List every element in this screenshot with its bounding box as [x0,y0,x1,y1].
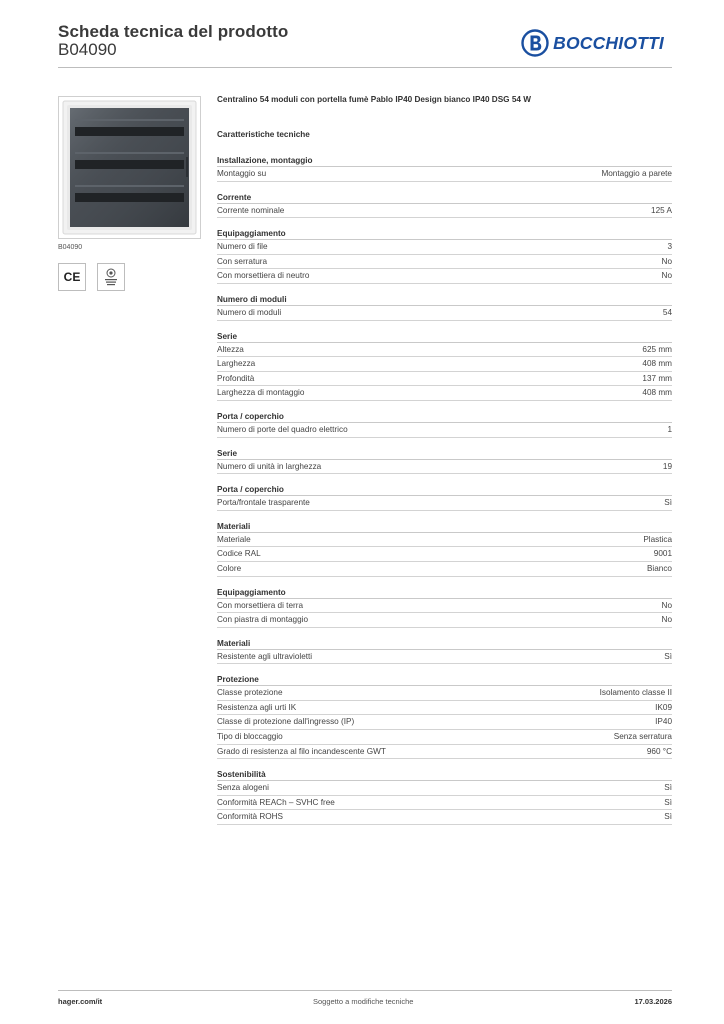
spec-label: Con piastra di montaggio [217,615,309,625]
spec-label: Grado di resistenza al filo incandescente GWT [217,746,386,756]
ce-mark-icon: CE [58,263,86,291]
footer-note: Soggetto a modifiche tecniche [313,997,414,1006]
image-caption: B04090 [58,244,83,251]
equipment-certification-icon [97,263,125,291]
spec-value: 54 [662,307,672,317]
header-divider [58,67,672,68]
section-title: Sostenibilità [217,769,672,781]
section-title: Materiali [217,521,672,533]
footer-website: hager.com/it [58,997,103,1006]
spec-row [217,650,672,665]
section-spacer [217,438,672,448]
spec-label: Conformità REACh – SVHC free [217,797,335,807]
product-image [58,96,201,239]
spec-value: 19 [662,461,672,471]
spec-label: Resistenza agli urti IK [217,702,297,712]
spec-label: Con morsettiera di terra [217,600,304,610]
spec-row [217,204,672,219]
spec-row [217,460,672,475]
document-title: Scheda tecnica del prodotto [58,22,289,41]
spec-row [217,533,672,548]
spec-section [217,192,672,219]
spec-value: 960 °C [646,746,672,756]
spec-value: 408 mm [642,388,672,398]
spec-value: Montaggio a parete [601,169,672,178]
section-spacer [217,401,672,411]
spec-label: Profondità [217,373,255,383]
section-title: Porta / coperchio [217,411,672,423]
spec-section [217,228,672,284]
spec-row [217,810,672,825]
spec-row [217,686,672,701]
spec-value: Plastica [643,534,672,544]
section-title: Serie [217,331,672,343]
spec-row [217,423,672,438]
section-spacer [217,284,672,294]
section-spacer [217,759,672,769]
spec-label: Altezza [217,344,244,354]
section-title: Porta / coperchio [217,484,672,496]
spec-row [217,613,672,628]
section-title: Corrente [217,192,672,204]
spec-value: No [661,256,672,266]
spec-row [217,599,672,614]
spec-row [217,496,672,511]
spec-row [217,547,672,562]
spec-row [217,372,672,387]
spec-label: Larghezza di montaggio [217,388,305,398]
section-spacer [217,664,672,674]
spec-value: No [661,615,672,625]
spec-label: Classe protezione [217,688,283,698]
spec-label: Materiale [217,534,251,544]
section-title: Equipaggiamento [217,587,672,599]
spec-label: Resistente agli ultravioletti [217,651,313,661]
spec-value: 137 mm [642,373,672,383]
section-spacer [217,321,672,331]
section-spacer [217,628,672,638]
spec-section [217,484,672,511]
spec-value: Sì [664,812,672,822]
spec-value: IK09 [655,702,672,712]
spec-label: Con serratura [217,256,268,266]
spec-value: Sì [664,783,672,793]
spec-value: IP40 [655,717,672,727]
spec-section [217,155,672,182]
section-title: Numero di moduli [217,294,672,306]
spec-row [217,306,672,321]
spec-label: Numero di moduli [217,307,282,317]
spec-value: 408 mm [642,359,672,369]
spec-row [217,357,672,372]
spec-row [217,701,672,716]
spec-row [217,781,672,796]
spec-row [217,562,672,577]
section-title: Materiali [217,638,672,650]
spec-label: Montaggio su [217,169,267,178]
spec-section [217,769,672,825]
enclosure-image [59,97,200,238]
spec-label: Senza alogeni [217,783,269,793]
technical-features-heading: Caratteristiche tecniche [217,130,310,139]
section-title: Installazione, montaggio [217,155,672,167]
spec-label: Classe di protezione dall'ingresso (IP) [217,717,355,727]
brand-logo [521,28,664,58]
brand-name: BOCCHIOTTI [553,32,664,53]
specification-panel [217,95,672,825]
spec-label: Conformità ROHS [217,812,283,822]
spec-row [217,255,672,270]
bocchiotti-b-icon [521,29,549,57]
spec-value: Sì [664,651,672,661]
spec-label: Porta/frontale trasparente [217,498,310,508]
section-title: Protezione [217,674,672,686]
product-code: B04090 [58,40,117,59]
section-spacer [217,511,672,521]
spec-section [217,521,672,577]
spec-value: Bianco [646,563,672,573]
spec-row [217,343,672,358]
spec-value: 625 mm [642,344,672,354]
spec-row [217,386,672,401]
section-spacer [217,182,672,192]
spec-label: Codice RAL [217,549,261,559]
spec-label: Colore [217,563,242,573]
spec-label: Tipo di bloccaggio [217,732,283,742]
page-footer [58,997,672,1009]
spec-row [217,269,672,284]
spec-label: Corrente nominale [217,205,285,215]
spec-section [217,411,672,438]
spec-value: 125 A [651,205,672,215]
spec-row [217,240,672,255]
section-title: Equipaggiamento [217,228,672,240]
spec-value: Sì [664,498,672,508]
spec-label: Numero di porte del quadro elettrico [217,424,348,434]
spec-value: Sì [664,797,672,807]
spec-value: 9001 [653,549,672,559]
spec-label: Con morsettiera di neutro [217,271,310,281]
footer-date: 17.03.2026 [634,997,672,1006]
spec-label: Numero di file [217,242,268,252]
spec-row [217,167,672,182]
spec-value: 1 [667,424,672,434]
spec-row [217,730,672,745]
spec-value: No [661,271,672,281]
spec-section [217,331,672,401]
spec-value: 3 [667,242,672,252]
spec-label: Numero di unità in larghezza [217,461,322,471]
section-spacer [217,577,672,587]
spec-label: Larghezza [217,359,256,369]
spec-value: No [661,600,672,610]
spec-value: Senza serratura [613,732,672,742]
spec-section [217,448,672,475]
spec-section [217,294,672,321]
section-spacer [217,218,672,228]
product-description: Centralino 54 moduli con portella fumè Pablo IP40 Design bianco IP40 DSG 54 W [217,95,531,104]
footer-divider [58,990,672,991]
spec-value: Isolamento classe II [599,688,672,698]
spec-section [217,638,672,665]
spec-row [217,715,672,730]
spec-row [217,796,672,811]
spec-section [217,674,672,759]
section-spacer [217,474,672,484]
spec-section [217,587,672,628]
spec-sections [217,155,672,825]
page-header [58,20,672,68]
section-title: Serie [217,448,672,460]
spec-row [217,745,672,760]
